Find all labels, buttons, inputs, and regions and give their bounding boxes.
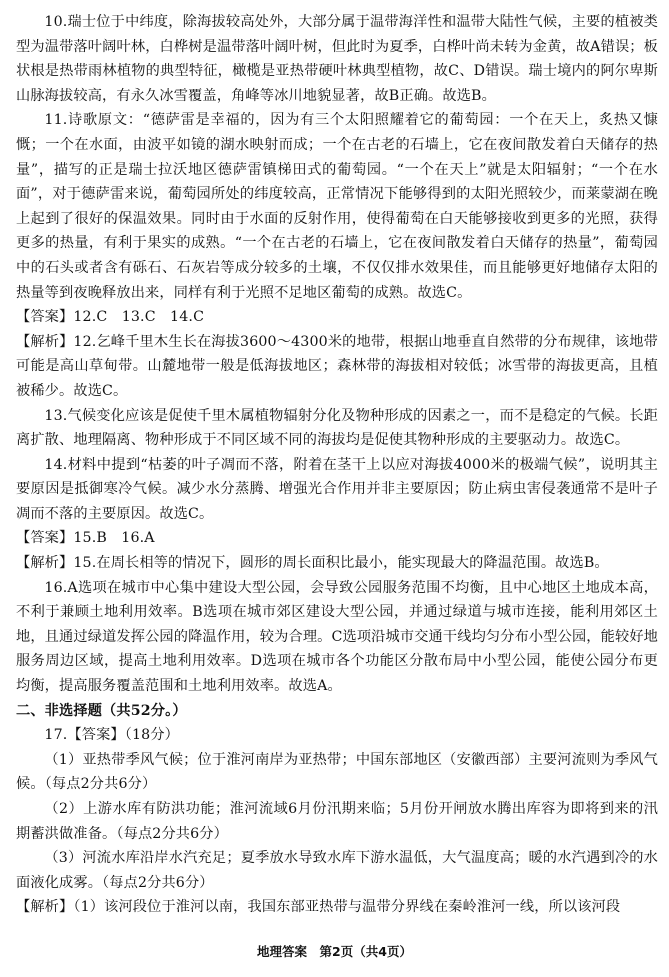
explanation-q17-part1: 【解析】（1）该河段位于淮河以南，我国东部亚热带与温带分界线在秦岭淮河一线，所以该河段 <box>16 899 621 916</box>
explanation-q10: 10.瑞士位于中纬度，除海拔较高处外，大部分属于温带海洋性和温带大陆性气候，主要的植被类型为温带落叶阔叶林，白桦树是温带落叶阔叶树，但此时为夏季，白桦叶尚未转为金黄，故A错误；板状根是热带雨林植物的典型特征，橄榄是亚热带硬叶林典型植物，故C、D错误。瑞士境内的阿尔卑斯山脉海拔较高，有永久冰雪覆盖，角峰等冰川地貌显著，故B正确。故选B。 <box>16 14 658 104</box>
answer-q15-16: 【答案】15.B 16.A <box>16 530 155 547</box>
answer-q17-heading: 17.【答案】（18分） <box>44 727 180 744</box>
explanation-q15: 【解析】15.在周长相等的情况下，圆形的周长面积比最小，能实现最大的降温范围。故选B。 <box>16 555 609 572</box>
explanation-q14: 14.材料中提到“枯萎的叶子凋而不落，附着在茎干上以应对海拔4000米的极端气候”，说明其主要原因是抵御寒冷气候。减少水分蒸腾、增强光合作用并非主要原因；防止病虫害侵袭通常不是叶子凋而不落的主要原因。故选C。 <box>16 456 658 522</box>
explanation-q11: 11.诗歌原文：“德萨雷是幸福的，因为有三个太阳照耀着它的葡萄园：一个在天上，炙热又慷慨；一个在水面，由波平如镜的湖水映射而成；一个在古老的石墙上，它在夜间散发着白天储存的热量”，描写的正是瑞士拉沃地区德萨雷镇梯田式的葡萄园。“一个在天上”就是太阳辐射；“一个在水面”，对于德萨雷来说，葡萄园所处的纬度较高，正常情况下能够得到的太阳光照较少，而莱蒙湖在晚上起到了很好的保温效果。同时由于水面的反射作用，使得葡萄在白天能够接收到更多的光照，获得更多的热量，有利于果实的成熟。“一个在古老的石墙上，它在夜间散发着白天储存的热量”，葡萄园中的石头或者含有砾石、石灰岩等成分较多的土壤，不仅仅排水效果佳，而且能够更好地储存太阳的热量等到夜晚释放出来，同样有利于光照不足地区葡萄的成熟。故选C。 <box>16 112 658 301</box>
section-heading-non-choice: 二、非选择题（共52分。） <box>16 702 187 719</box>
explanation-q16: 16.A选项在城市中心集中建设大型公园，会导致公园服务范围不均衡，且中心地区土地成本高，不利于兼顾土地利用效率。B选项在城市郊区建设大型公园，并通过绿道与城市连接，能利用郊区土地，且通过绿道发挥公园的降温作用，较为合理。C选项沿城市交通干线均匀分布小型公园，能较好地服务周边区域，提高土地利用效率。D选项在城市各个功能区分散布局中小型公园，能使公园分布更均衡，提高服务覆盖范围和土地利用效率。故选A。 <box>16 579 658 695</box>
answer-q17-part1: （1）亚热带季风气候；位于淮河南岸为亚热带；中国东部地区（安徽西部）主要河流则为季风气候。（每点2分共6分） <box>16 751 658 793</box>
page-footer: 地理答案 第2页（共4页） <box>257 944 412 959</box>
answer-q17-part3: （3）河流水库沿岸水汽充足；夏季放水导致水库下游水温低，大气温度高；暖的水汽遇到冷的水面液化成雾。（每点2分共6分） <box>16 850 658 891</box>
answer-content <box>16 10 658 920</box>
explanation-q13: 13.气候变化应该是促使千里木属植物辐射分化及物种形成的因素之一，而不是稳定的气候。长距离扩散、地理隔离、物种形成于不同区域不同的海拔均是促使其物种形成的主要驱动力。故选C。 <box>16 407 658 449</box>
explanation-q12: 【解析】12.乞峰千里木生长在海拔3600～4300米的地带，根据山地垂直自然带的分布规律，该地带可能是高山草甸带。山麓地带一般是低海拔地区；森林带的海拔相对较低；冰雪带的海拔更高，且植被稀少。故选C。 <box>16 333 658 399</box>
answer-q12-14: 【答案】12.C 13.C 14.C <box>16 309 205 326</box>
answer-q17-part2: （2）上游水库有防洪功能；淮河流域6月份汛期来临；5月份开闸放水腾出库容为即将到来的汛期蓄洪做准备。（每点2分共6分） <box>16 801 658 842</box>
